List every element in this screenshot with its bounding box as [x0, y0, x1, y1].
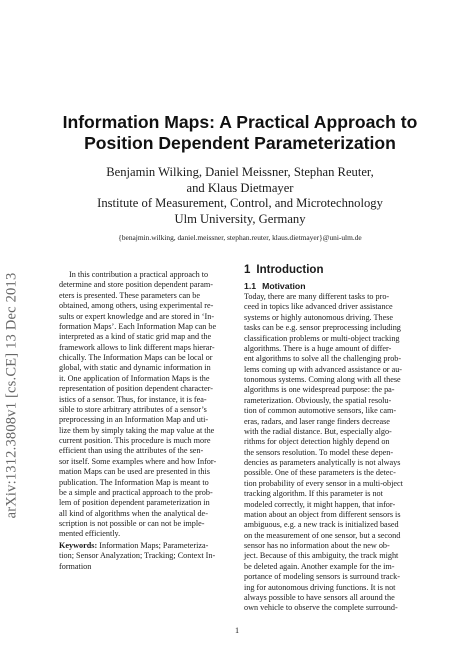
text-line: interpreted as a kind of static grid map and the: [59, 332, 212, 342]
section-number: 1: [244, 264, 251, 276]
text-line: ent algorithms to solve all the challenging prob-: [244, 354, 402, 364]
text-line: tasks can be e.g. sensor preprocessing including: [244, 323, 401, 333]
affiliation: Ulm University, Germany: [174, 211, 306, 226]
text-line: modeled correctly, it might happen, that infor-: [244, 499, 396, 509]
keywords-text: Information Maps; Parameteriza-: [97, 540, 209, 550]
text-line: with the radial distance. But, especially algo-: [244, 426, 392, 436]
text-line: own vehicle to observe the complete surround-: [244, 603, 398, 613]
text-line: lize them by simply taking the map value at the: [59, 425, 215, 435]
text-line: tonomous systems. Coming along with all these: [244, 375, 401, 384]
text-line: algorithms. There is a huge amount of differ-: [244, 343, 392, 353]
author-names: and Klaus Dietmayer: [186, 180, 294, 195]
page-number: 1: [234, 626, 240, 635]
text-line: lems coming up with advanced assistance or au-: [244, 364, 403, 374]
text-line: always possible to have sensors all around the: [244, 592, 395, 602]
subsection-heading: [244, 281, 306, 291]
text-line: ceed in topics like advanced driver assistance: [244, 302, 393, 312]
text-line: possible. One of these parameters is the detec-: [244, 468, 396, 478]
text-line: eras, radars, and laser range finders decrease: [244, 416, 390, 426]
text-line: sor itself. Some examples where and how Infor-: [59, 456, 217, 466]
text-line: formation: [59, 561, 92, 571]
title-line: Position Dependent Parameterization: [84, 133, 396, 153]
text-line: ambiguous, e.g. a new track is initialized based: [244, 520, 399, 530]
text-line: tion probability of every sensor in a multi-object: [244, 478, 403, 488]
text-line: current position. This procedure is much more: [59, 436, 211, 445]
text-line: mented efficiently.: [59, 529, 121, 539]
title-line: Information Maps: A Practical Approach to: [62, 112, 418, 132]
text-line: sible to store arbitrary attributes of a sensor’s: [59, 404, 207, 414]
text-line: efficient than using the attributes of the sen-: [59, 446, 204, 456]
text-line: tion; Sensor Analyzation; Tracking; Context In-: [59, 551, 216, 561]
text-line: classification problems or multi-object tracking: [244, 333, 400, 343]
arxiv-identifier-text: arXiv:1312.3808v1 [cs.CE] 13 Dec 2013: [3, 272, 20, 518]
text-line: mation Maps can be used are presented in this: [59, 467, 210, 477]
text-line: global, with static and dynamic information in: [59, 363, 211, 373]
section-title: Introduction: [256, 264, 324, 276]
text-line: Today, there are many different tasks to pro-: [244, 292, 390, 301]
text-line: the sensors resolution. To model these depen-: [244, 447, 394, 457]
text-line: chically. The Information Maps can be local or: [59, 353, 213, 362]
arxiv-identifier-stamp: [2, 190, 22, 600]
section-heading: [244, 264, 323, 276]
text-line: tion of common automotive sensors, like cam-: [244, 406, 397, 416]
abstract: [59, 270, 232, 540]
text-line: preprocessing in an Information Map and uti-: [59, 415, 209, 425]
abstract-paragraph: [59, 270, 232, 540]
subsection-title: Motivation: [262, 281, 306, 291]
author-emails: {benajmin.wilking, daniel.meissner, stephan.reuter, klaus.dietmayer}@uni-ulm.de: [118, 233, 362, 242]
text-line: it. One application of Information Maps is the: [59, 373, 210, 383]
text-line: ing for autonomous driving functions. It is not: [244, 582, 396, 592]
text-line: on the measurement of one sensor, but a second: [244, 530, 401, 540]
author-block: [40, 165, 440, 227]
text-line: be deleted again. Another example for the im-: [244, 561, 395, 571]
text-line: determine and store position dependent param-: [59, 280, 213, 290]
subsection-number: 1.1: [244, 281, 257, 291]
text-line: rithms for object detection highly depend on: [244, 437, 390, 447]
text-line: publication. The Information Map is meant to: [59, 477, 209, 487]
text-line: tracking algorithm. If this parameter is not: [244, 489, 383, 499]
paper-title: [40, 112, 440, 154]
text-line: algorithms is one widespread purpose: the pa-: [244, 385, 395, 395]
text-line: eters is presented. These parameters can be: [59, 290, 201, 300]
text-line: scription is not possible or can not be imple-: [59, 519, 205, 528]
title-block: [40, 112, 440, 243]
text-line: representation of position dependent character-: [59, 384, 213, 394]
text-line: ject. Because of this ambiguity, the track might: [244, 551, 399, 561]
text-line: all kind of algorithms when the analytical de-: [59, 508, 208, 518]
text-line: formation Maps’. Each Information Map can be: [59, 321, 217, 331]
text-line: istics of a sensor. Thus, for instance, it is fea-: [59, 394, 207, 404]
text-line: framework allows to link different maps hierar-: [59, 342, 215, 352]
text-line: sensor has no information about the new ob-: [244, 541, 390, 550]
keywords-label: Keywords:: [59, 540, 98, 550]
text-line: In this contribution a practical approach to: [69, 270, 209, 279]
text-line: be a simple and practical approach to the prob-: [59, 487, 213, 497]
text-line: dencies as parameters analytically is not always: [244, 458, 401, 467]
affiliation: Institute of Measurement, Control, and Microtechnology: [97, 196, 383, 210]
right-column: [244, 292, 410, 614]
text-line: mation about an object from different sensors is: [244, 509, 401, 519]
text-line: sults or expert knowledge and are stored in ‘In-: [59, 311, 215, 321]
author-names: Benjamin Wilking, Daniel Meissner, Stephan Reuter,: [106, 165, 374, 179]
text-line: lem of position dependent parameterization in: [59, 498, 210, 508]
introduction-paragraph: [244, 292, 410, 614]
keywords-continuation: [59, 551, 232, 572]
text-line: portance of modeling sensors is surround track-: [244, 572, 400, 582]
text-line: systems or highly autonomous driving. These: [244, 312, 394, 322]
text-line: rameterization. Obviously, the spatial resolu-: [244, 395, 392, 405]
keywords: [59, 541, 232, 572]
left-column: [59, 270, 232, 572]
text-line: obtained, among others, using experimental re-: [59, 301, 214, 311]
